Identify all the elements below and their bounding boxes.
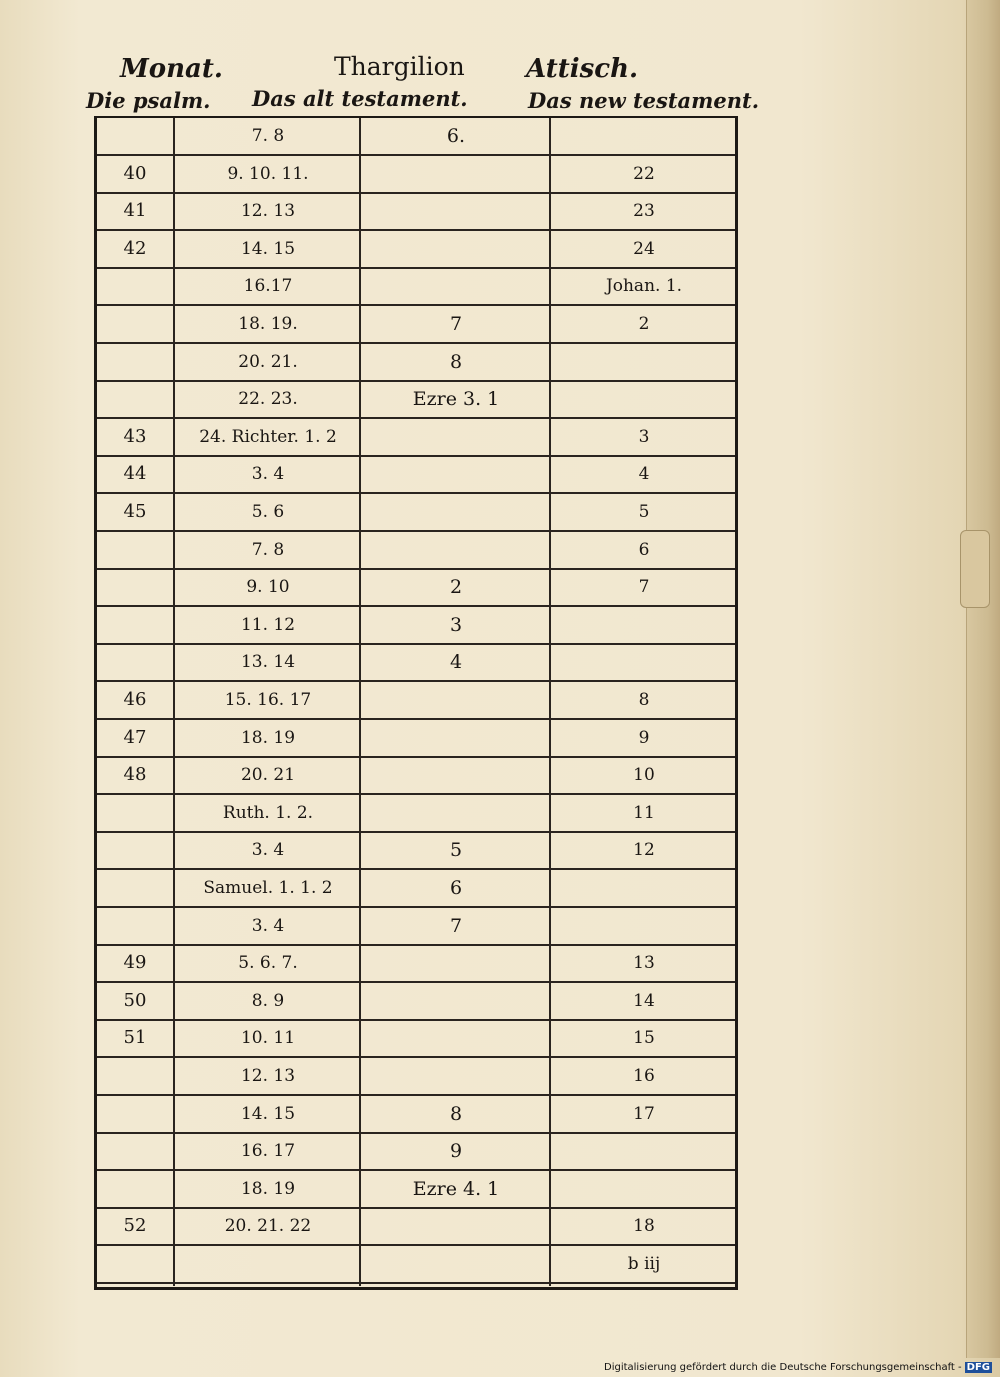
psalm-cell <box>97 268 173 304</box>
old-testament-cell: 24. Richter. 1. 2 <box>199 426 337 447</box>
table-row <box>97 381 735 419</box>
new-testament-cell <box>553 1171 735 1207</box>
new-testament-cell <box>553 607 735 643</box>
column-header-psalms: Die psalm. <box>86 88 211 113</box>
old-testament-cell: 20. 21 <box>240 765 296 786</box>
old-testament-cell: 15. 16. 17 <box>224 690 312 710</box>
table-row <box>97 795 735 833</box>
psalm-cell: 49 <box>123 952 147 974</box>
new-testament-cell: 11 <box>633 802 655 823</box>
psalm-cell: 43 <box>123 425 147 447</box>
extra-reading-cell <box>363 456 549 492</box>
footer-credit <box>604 1362 992 1373</box>
extra-reading-cell: 6. <box>446 125 466 147</box>
old-testament-cell: 13. 14 <box>240 652 296 673</box>
new-testament-cell: 3 <box>638 426 650 447</box>
psalm-cell <box>97 1058 173 1094</box>
psalm-cell <box>97 118 173 154</box>
page-tab <box>960 530 990 608</box>
calendar-label: Attisch. <box>526 54 639 84</box>
month-name: Thargilion <box>334 52 465 81</box>
extra-reading-cell: 8 <box>449 350 463 373</box>
old-testament-cell: 18. 19. <box>238 314 298 334</box>
table-row <box>97 1246 735 1284</box>
psalm-cell <box>97 1096 173 1132</box>
table-row <box>97 1096 735 1134</box>
old-testament-cell: 8. 9 <box>251 990 285 1011</box>
new-testament-cell <box>553 344 735 380</box>
old-testament-cell: 7. 8 <box>251 539 285 560</box>
extra-reading-cell: 3 <box>449 613 463 636</box>
table-row <box>97 494 735 532</box>
footer-text: Digitalisierung gefördert durch die Deutsche Forschungsgemeinschaft - <box>604 1362 962 1373</box>
new-testament-cell: 18 <box>633 1216 655 1237</box>
extra-reading-cell: Ezre 4. 1 <box>412 1177 500 1200</box>
extra-reading-cell <box>363 1020 549 1056</box>
new-testament-cell <box>553 644 735 680</box>
table-row <box>97 644 735 682</box>
extra-reading-cell <box>363 419 549 455</box>
new-testament-cell <box>553 870 735 906</box>
old-testament-cell: 12. 13 <box>240 201 296 222</box>
old-testament-cell: 22. 23. <box>238 389 298 410</box>
new-testament-cell: 23 <box>633 201 655 222</box>
new-testament-cell: 4 <box>638 464 650 485</box>
psalm-cell <box>97 644 173 680</box>
new-testament-cell: 10 <box>633 765 655 786</box>
table-row <box>97 908 735 946</box>
old-testament-cell: 12. 13 <box>240 1066 296 1086</box>
new-testament-cell: 12 <box>633 840 655 861</box>
extra-reading-cell <box>363 1058 549 1094</box>
extra-reading-cell: 5 <box>449 839 463 862</box>
table-row <box>97 231 735 269</box>
psalm-cell: 47 <box>123 726 147 748</box>
column-header-new-testament: Das new testament. <box>528 88 760 113</box>
psalm-cell <box>97 344 173 380</box>
reading-table <box>94 116 738 1290</box>
old-testament-cell: 7. 8 <box>251 126 285 146</box>
new-testament-cell <box>553 381 735 417</box>
table-row <box>97 607 735 645</box>
new-testament-cell: 24 <box>633 238 655 259</box>
old-testament-cell: 5. 6 <box>251 502 285 522</box>
psalm-cell <box>97 1133 173 1169</box>
old-testament-cell: 20. 21. <box>238 351 298 372</box>
extra-reading-cell: 7 <box>449 914 463 937</box>
new-testament-cell: 16 <box>633 1066 655 1086</box>
old-testament-cell: 9. 10. 11. <box>227 163 309 184</box>
dfg-logo: DFG <box>966 1362 990 1373</box>
new-testament-cell: b iij <box>627 1254 661 1274</box>
extra-reading-cell <box>363 720 549 756</box>
table-row <box>97 983 735 1021</box>
new-testament-cell: 5 <box>638 502 650 522</box>
extra-reading-cell <box>363 268 549 304</box>
new-testament-cell: 9 <box>638 727 650 748</box>
psalm-cell <box>97 1246 173 1282</box>
page-edge <box>966 0 1000 1358</box>
extra-reading-cell <box>363 231 549 267</box>
month-label: Monat. <box>120 54 223 84</box>
table-row <box>97 1058 735 1096</box>
old-testament-cell: 3. 4 <box>251 464 285 485</box>
extra-reading-cell <box>363 1246 549 1282</box>
old-testament-cell: 9. 10 <box>246 577 290 598</box>
table-row <box>97 870 735 908</box>
table-row <box>97 682 735 720</box>
extra-reading-cell: 9 <box>449 1140 463 1163</box>
psalm-cell: 40 <box>123 162 147 184</box>
table-row <box>97 344 735 382</box>
extra-reading-cell <box>363 945 549 981</box>
extra-reading-cell: 4 <box>449 651 463 674</box>
psalm-cell <box>97 306 173 342</box>
old-testament-cell: 5. 6. 7. <box>238 953 298 974</box>
old-testament-cell: 14. 15 <box>240 238 296 259</box>
old-testament-cell: 16.17 <box>243 276 293 297</box>
psalm-cell <box>97 832 173 868</box>
old-testament-cell: Ruth. 1. 2. <box>222 802 314 823</box>
extra-reading-cell <box>363 983 549 1019</box>
old-testament-cell: 16. 17 <box>240 1141 296 1162</box>
table-row <box>97 193 735 231</box>
extra-reading-cell: 7 <box>449 313 463 335</box>
psalm-cell <box>97 908 173 944</box>
extra-reading-cell <box>363 156 549 192</box>
table-row <box>97 832 735 870</box>
new-testament-cell: 8 <box>638 690 650 710</box>
extra-reading-cell: 6 <box>449 877 463 899</box>
extra-reading-cell: 2 <box>449 576 463 599</box>
old-testament-cell: 20. 21. 22 <box>224 1216 312 1237</box>
new-testament-cell: 13 <box>633 953 655 974</box>
psalm-cell <box>97 870 173 906</box>
extra-reading-cell: Ezre 3. 1 <box>412 388 500 411</box>
old-testament-cell <box>177 1246 359 1282</box>
old-testament-cell: 11. 12 <box>240 614 296 635</box>
table-row <box>97 945 735 983</box>
table-row <box>97 1208 735 1246</box>
new-testament-cell: 22 <box>633 163 655 184</box>
psalm-cell: 52 <box>123 1215 147 1237</box>
extra-reading-cell <box>363 193 549 229</box>
column-header-old-testament: Das alt testament. <box>252 86 468 111</box>
extra-reading-cell: 8 <box>449 1102 463 1125</box>
table-row <box>97 532 735 570</box>
new-testament-cell: 17 <box>633 1103 655 1124</box>
psalm-cell: 46 <box>123 689 147 710</box>
old-testament-cell: 18. 19 <box>240 1178 296 1199</box>
extra-reading-cell <box>363 795 549 831</box>
table-row <box>97 456 735 494</box>
new-testament-cell: 15 <box>633 1028 655 1049</box>
new-testament-cell <box>553 908 735 944</box>
psalm-cell <box>97 795 173 831</box>
psalm-cell: 44 <box>123 463 147 485</box>
table-row <box>97 757 735 795</box>
old-testament-cell: 10. 11 <box>240 1028 296 1049</box>
table-row <box>97 306 735 344</box>
table-row <box>97 569 735 607</box>
new-testament-cell: 2 <box>638 314 650 334</box>
table-row <box>97 156 735 194</box>
psalm-cell <box>97 1171 173 1207</box>
old-testament-cell: Samuel. 1. 1. 2 <box>203 878 333 898</box>
psalm-cell: 48 <box>123 764 147 786</box>
psalm-cell <box>97 381 173 417</box>
psalm-cell <box>97 607 173 643</box>
extra-reading-cell <box>363 682 549 718</box>
table-row <box>97 268 735 306</box>
extra-reading-cell <box>363 532 549 568</box>
psalm-cell: 41 <box>123 200 147 222</box>
extra-reading-cell <box>363 1208 549 1244</box>
new-testament-cell: 14 <box>633 990 655 1011</box>
old-testament-cell: 14. 15 <box>240 1103 296 1124</box>
extra-reading-cell <box>363 494 549 530</box>
new-testament-cell: 6 <box>638 539 650 560</box>
new-testament-cell: 7 <box>638 577 650 598</box>
new-testament-cell <box>553 118 735 154</box>
psalm-cell: 50 <box>123 989 147 1011</box>
new-testament-cell: Johan. 1. <box>605 276 683 297</box>
psalm-cell: 51 <box>123 1027 147 1049</box>
extra-reading-cell <box>363 757 549 793</box>
table-row <box>97 1020 735 1058</box>
table-row <box>97 419 735 457</box>
old-testament-cell: 3. 4 <box>251 840 285 861</box>
table-row <box>97 720 735 758</box>
psalm-cell <box>97 532 173 568</box>
table-row <box>97 118 735 156</box>
psalm-cell <box>97 569 173 605</box>
psalm-cell: 45 <box>123 501 147 522</box>
psalm-cell: 42 <box>123 237 147 259</box>
old-testament-cell: 3. 4 <box>251 915 285 936</box>
old-testament-cell: 18. 19 <box>240 727 296 748</box>
new-testament-cell <box>553 1133 735 1169</box>
table-row <box>97 1133 735 1171</box>
table-row <box>97 1171 735 1209</box>
